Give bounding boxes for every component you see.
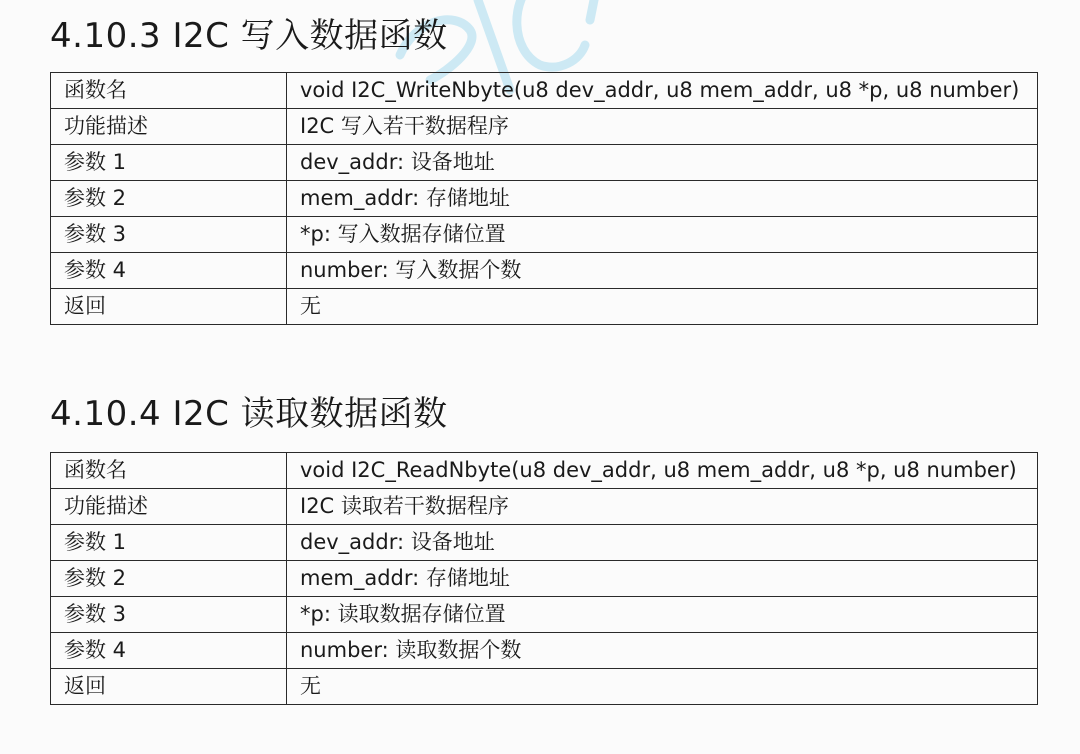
row-value: *p: 写入数据存储位置 (287, 217, 1038, 253)
row-value: dev_addr: 设备地址 (287, 525, 1038, 561)
row-key: 功能描述 (51, 489, 287, 525)
row-key: 函数名 (51, 73, 287, 109)
write-function-table (50, 72, 1038, 325)
row-key: 参数 2 (51, 181, 287, 217)
table-row (51, 253, 1038, 289)
row-value: void I2C_WriteNbyte(u8 dev_addr, u8 mem_addr, u8 *p, u8 number) (287, 73, 1038, 109)
table-row (51, 489, 1038, 525)
table-row (51, 109, 1038, 145)
table-row (51, 453, 1038, 489)
row-key: 返回 (51, 289, 287, 325)
table-row (51, 633, 1038, 669)
table-row (51, 217, 1038, 253)
row-value: 无 (287, 669, 1038, 705)
row-value: number: 读取数据个数 (287, 633, 1038, 669)
row-key: 参数 1 (51, 525, 287, 561)
row-value: *p: 读取数据存储位置 (287, 597, 1038, 633)
row-value: void I2C_ReadNbyte(u8 dev_addr, u8 mem_addr, u8 *p, u8 number) (287, 453, 1038, 489)
table-row (51, 561, 1038, 597)
row-key: 参数 4 (51, 253, 287, 289)
table-row (51, 525, 1038, 561)
row-key: 参数 4 (51, 633, 287, 669)
table-row (51, 181, 1038, 217)
row-key: 参数 3 (51, 597, 287, 633)
row-value: 无 (287, 289, 1038, 325)
row-value: I2C 写入若干数据程序 (287, 109, 1038, 145)
row-value: mem_addr: 存储地址 (287, 181, 1038, 217)
row-value: I2C 读取若干数据程序 (287, 489, 1038, 525)
section-title-write: 4.10.3 I2C 写入数据函数 (50, 16, 448, 56)
table-row (51, 73, 1038, 109)
row-key: 参数 2 (51, 561, 287, 597)
row-key: 返回 (51, 669, 287, 705)
row-key: 参数 1 (51, 145, 287, 181)
row-value: number: 写入数据个数 (287, 253, 1038, 289)
row-key: 函数名 (51, 453, 287, 489)
table-row (51, 145, 1038, 181)
table-row (51, 597, 1038, 633)
row-key: 参数 3 (51, 217, 287, 253)
table-row (51, 669, 1038, 705)
read-function-table (50, 452, 1038, 705)
row-value: dev_addr: 设备地址 (287, 145, 1038, 181)
table-row (51, 289, 1038, 325)
section-title-read: 4.10.4 I2C 读取数据函数 (50, 394, 448, 434)
row-key: 功能描述 (51, 109, 287, 145)
row-value: mem_addr: 存储地址 (287, 561, 1038, 597)
